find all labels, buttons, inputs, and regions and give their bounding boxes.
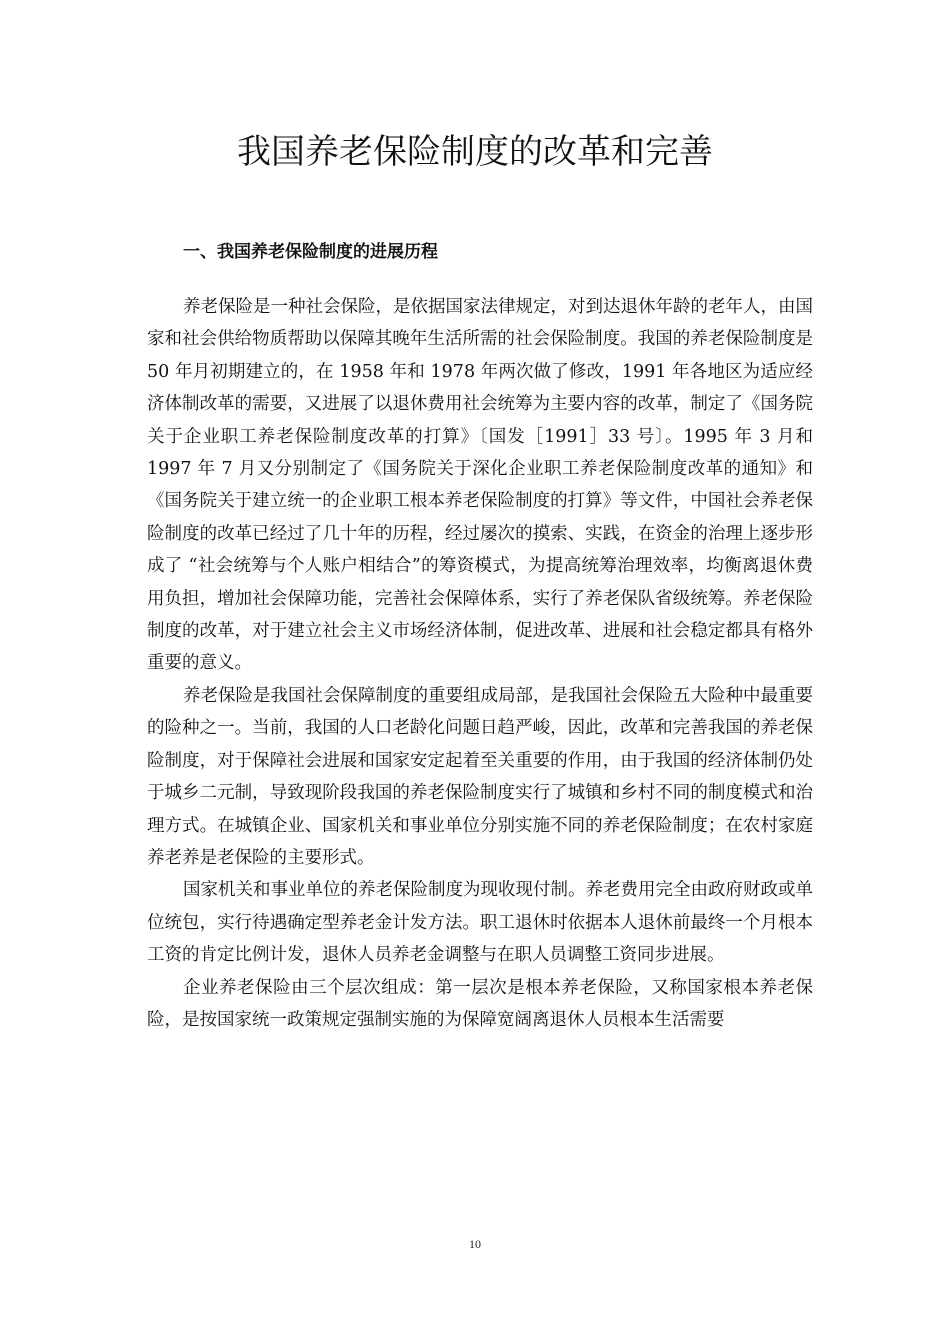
paragraph-1: 养老保险是一种社会保险，是依据国家法律规定，对到达退休年龄的老年人，由国家和社会供给物质帮助以保障其晚年生活所需的社会保险制度。我国的养老保险制度是 50 年月初期建立的，在 1958 年和 1978 年两次做了修改，1991 年各地区为适应经济体制改革的需要，又进展了以退休费用社会统筹为主要内容的改革，制定了《国务院关于企业职工养老保险制度改革的打算》〔国发［1991］33 号〕。1995 年 3 月和 1997 年 7 月又分别制定了《国务院关于深化企业职工养老保险制度改革的通知》和《国务院关于建立统一的企业职工根本养老保险制度的打算》等文件，中国社会养老保险制度的改革已经过了几十年的历程，经过屡次的摸索、实践，在资金的治理上逐步形成了 “社会统筹与个人账户相结合”的筹资模式，为提高统筹治理效率，均衡离退休费用负担，增加社会保障功能，完善社会保障体系，实行了养老保队省级统筹。养老保险制度的改革，对于建立社会主义市场经济体制，促进改革、进展和社会稳定都具有格外重要的意义。 <box>147 297 813 674</box>
paragraph-2: 养老保险是我国社会保障制度的重要组成局部，是我国社会保险五大险种中最重要的险种之一。当前，我国的人口老龄化问题日趋严峻，因此，改革和完善我国的养老保险制度，对于保障社会进展和国家安定起着至关重要的作用，由于我国的经济体制仍处于城乡二元制，导致现阶段我国的养老保险制度实行了城镇和乡村不同的制度模式和治理方式。在城镇企业、国家机关和事业单位分别实施不同的养老保险制度；在农村家庭养老养是老保险的主要形式。 <box>147 685 813 868</box>
body-text <box>147 291 813 1036</box>
page-number: 10 <box>469 1237 481 1251</box>
section-heading: 一、我国养老保险制度的进展历程 <box>183 242 438 262</box>
paragraph-3: 国家机关和事业单位的养老保险制度为现收现付制。养老费用完全由政府财政或单位统包，实行待遇确定型养老金计发方法。职工退休时依据本人退休前最终一个月根本工资的肯定比例计发，退休人员养老金调整与在职人员调整工资同步进展。 <box>147 880 813 966</box>
paragraph-4: 企业养老保险由三个层次组成：第一层次是根本养老保险，又称国家根本养老保险，是按国家统一政策规定强制实施的为保障宽阔离退休人员根本生活需要 <box>147 977 813 1030</box>
document-title: 我国养老保险制度的改革和完善 <box>237 132 713 172</box>
